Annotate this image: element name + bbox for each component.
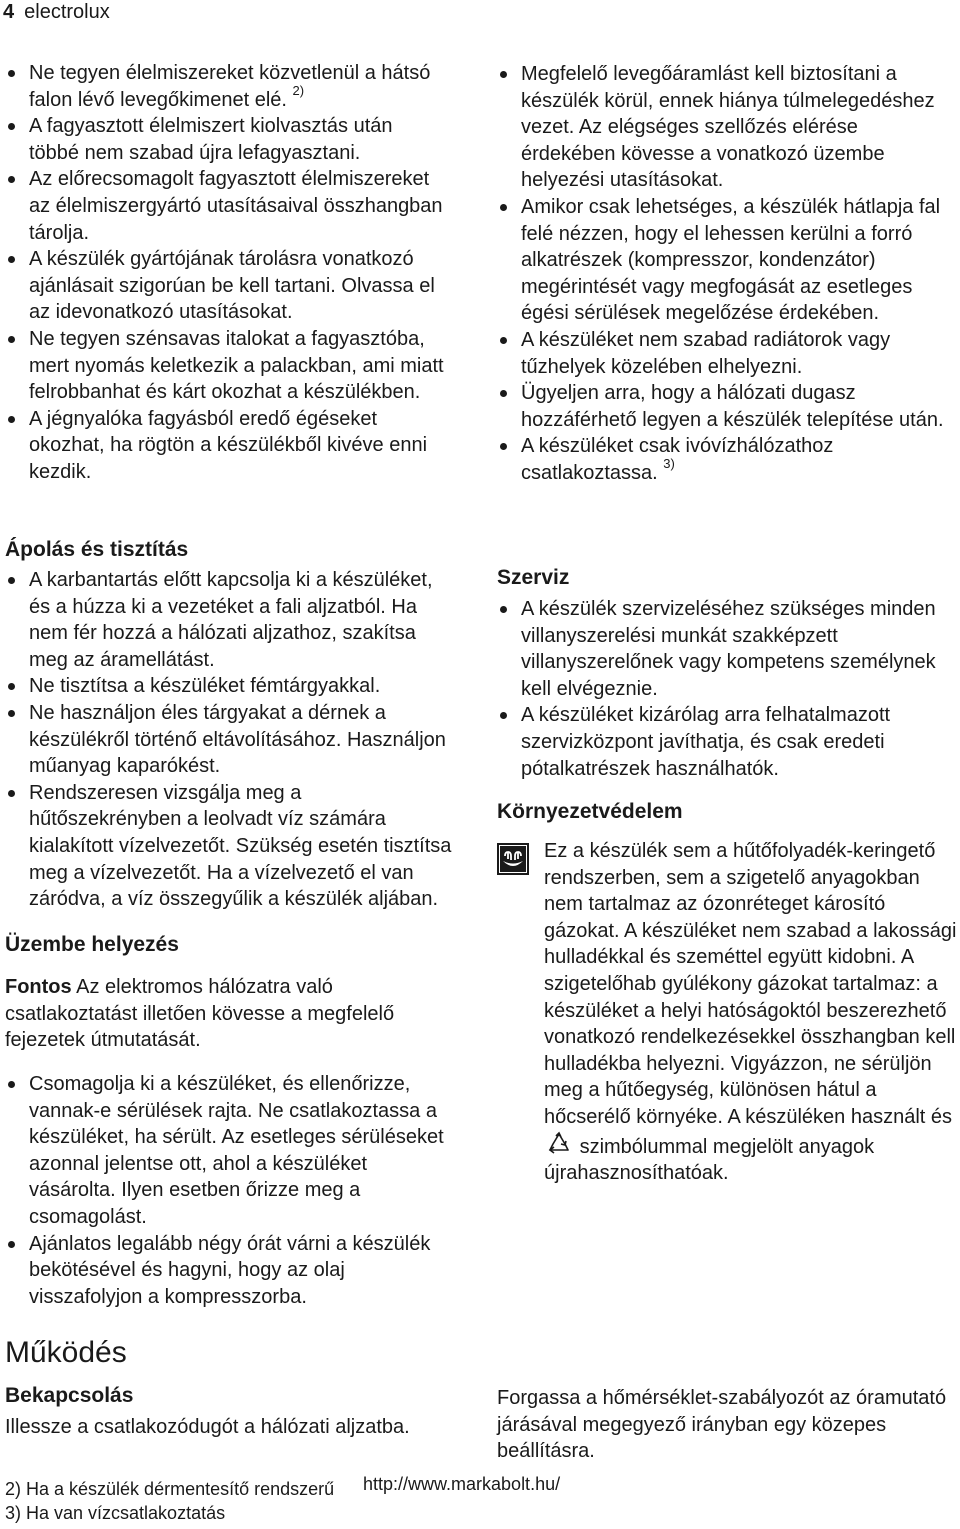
operation-heading: Működés (5, 1336, 127, 1369)
install-heading: Üzembe helyezés (5, 933, 179, 956)
list-item: A jégnyalóka fagyásból eredő égéseket okozhat, ha rögtön a készülékből kivéve enni kezdik. (5, 406, 445, 486)
service-heading: Szerviz (497, 566, 570, 589)
care-heading: Ápolás és tisztítás (5, 538, 189, 561)
list-item: Csomagolja ki a készüléket, és ellenőrizze, vannak-e sérülések rajta. Ne csatlakoztassa a készüléket, ha sérült. Az esetleges sérüléseket azonnal jelentse ott, ahol a készüléket vásárolta. Ilyen esetben őrizze meg a csomagolást. (5, 1071, 453, 1231)
environment-heading: Környezetvédelem (497, 800, 683, 823)
list-item: A készülék szervizeléséhez szükséges minden villanyszerelési munkát szakképzett villanyszerelőnek vagy kompetens személynek kell elvégeznie. (497, 596, 952, 702)
list-item: Amikor csak lehetséges, a készülék hátlapja fal felé nézzen, hogy el lehessen kerülni a forró alkatrészek (kompresszor, kondenzátor) megérintését vagy megfogását az esetleges égési sérülések megelőzése érdekében. (497, 194, 957, 327)
environment-text-part1: Ez a készülék sem a hűtőfolyadék-keringető rendszerben, sem a szigetelő anyagokban nem tartalmaz az ózonréteget károsító gázokat. A készüléket nem szabad a lakossági hulladékkal és szeméttel együtt kidobni. A szigetelőhab gyúlékony gázokat tartalmaz: a készüléket a helyi hatóságoktól beszerezhető vonatkozó rendelkezésekkel összhangban kell hulladékba helyezni. Vigyázzon, ne sérüljön meg a hűtőegység, különösen hátul a hőcserélő környéke. A készüléken használt és (544, 840, 957, 1128)
list-item: A készüléket nem szabad radiátorok vagy tűzhelyek közelében elhelyezni. (497, 327, 957, 380)
footnote-2: 2) Ha a készülék dérmentesítő rendszerű (5, 1479, 335, 1499)
brand-name: electrolux (24, 1, 110, 23)
source-url[interactable]: http://www.markabolt.hu/ (363, 1474, 561, 1494)
environment-text (544, 838, 958, 1187)
list-item: A fagyasztott élelmiszert kiolvasztás után többé nem szabad újra lefagyasztani. (5, 113, 445, 166)
switch-on-text: Illessze a csatlakozódugót a hálózati aljzatba. (5, 1416, 410, 1438)
list-item: Megfelelő levegőáramlást kell biztosítani a készülék körül, ennek hiánya túlmelegedéshez vezet. Az elégséges szellőzés elérése érdekében kövesse a vonatkozó üzembe helyezési utasításokat. (497, 61, 957, 194)
list-item: Rendszeresen vizsgálja meg a hűtőszekrényben a leolvadt víz számára kialakított vízelvezetőt. Szükség esetén tisztítsa meg a vízelvezetőt. Ha a vízelvezető el van záródva, a víz összegyűlik a készülék aljában. (5, 780, 453, 913)
install-intro (5, 974, 415, 1054)
footnote-ref: 3) (663, 456, 675, 472)
list-item: A készüléket csak ivóvízhálózathoz csatlakoztassa. $^{3)}$ (497, 433, 957, 486)
page-number: 4 (3, 1, 15, 23)
list-item: A karbantartás előtt kapcsolja ki a készüléket, és a húzza ki a vezetéket a fali aljzatból. Ha nem fér hozzá a hálózati aljzathoz, szakítsa meg az áramellátást. (5, 567, 453, 673)
temperature-text: Forgassa a hőmérséklet-szabályozót az óramutató járásával megegyező irányban egy közepes beállításra. (497, 1387, 947, 1463)
environment-text-part2: szimbólummal megjelölt anyagok újrahasznosíthatóak. (544, 1135, 875, 1185)
environment-icon (497, 843, 529, 875)
list-item: Az előrecsomagolt fagyasztott élelmiszereket az élelmiszergyártó utasításaival összhangban tárolja. (5, 166, 445, 246)
important-label: Fontos (5, 976, 72, 998)
footnote-ref: 2) (292, 82, 305, 98)
list-item: Ne tegyen élelmiszereket közvetlenül a hátsó falon lévő levegőkimenet elé. $^{2)}$ (5, 60, 445, 113)
list-item: Ne tegyen szénsavas italokat a fagyasztóba, mert nyomás keletkezik a palackban, ami miatt felrobbanhat és kárt okozhat a készülékben. (5, 326, 445, 406)
storage-safety-list (5, 60, 445, 486)
page-header (3, 0, 110, 24)
recycle-icon (544, 1131, 574, 1157)
care-list (5, 567, 453, 913)
list-item: A készülék gyártójának tárolásra vonatkozó ajánlásait szigorúan be kell tartani. Olvassa el az idevonatkozó utasításokat. (5, 246, 445, 326)
footnote-3: 3) Ha van vízcsatlakoztatás (5, 1503, 226, 1523)
switch-on-heading: Bekapcsolás (5, 1384, 134, 1407)
install-list (5, 1071, 453, 1310)
list-item: Ügyeljen arra, hogy a hálózati dugasz hozzáférhető legyen a készülék telepítése után. (497, 380, 957, 433)
list-item: Ne tisztítsa a készüléket fémtárgyakkal. (5, 673, 453, 700)
list-item: A készüléket kizárólag arra felhatalmazott szervizközpont javíthatja, és csak eredeti pótalkatrészek használhatók. (497, 702, 952, 782)
list-item: Ajánlatos legalább négy órát várni a készülék bekötésével és hagyni, hogy az olaj visszafolyjon a kompresszorba. (5, 1231, 453, 1311)
install-intro-text: Az elektromos hálózatra való csatlakoztatást illetően kövesse a megfelelő fejezetek útmutatását. (5, 976, 395, 1052)
list-item: Ne használjon éles tárgyakat a dérnek a készülékről történő eltávolításához. Használjon műanyag kaparókést. (5, 700, 453, 780)
placement-list (497, 61, 957, 487)
service-list (497, 596, 952, 782)
